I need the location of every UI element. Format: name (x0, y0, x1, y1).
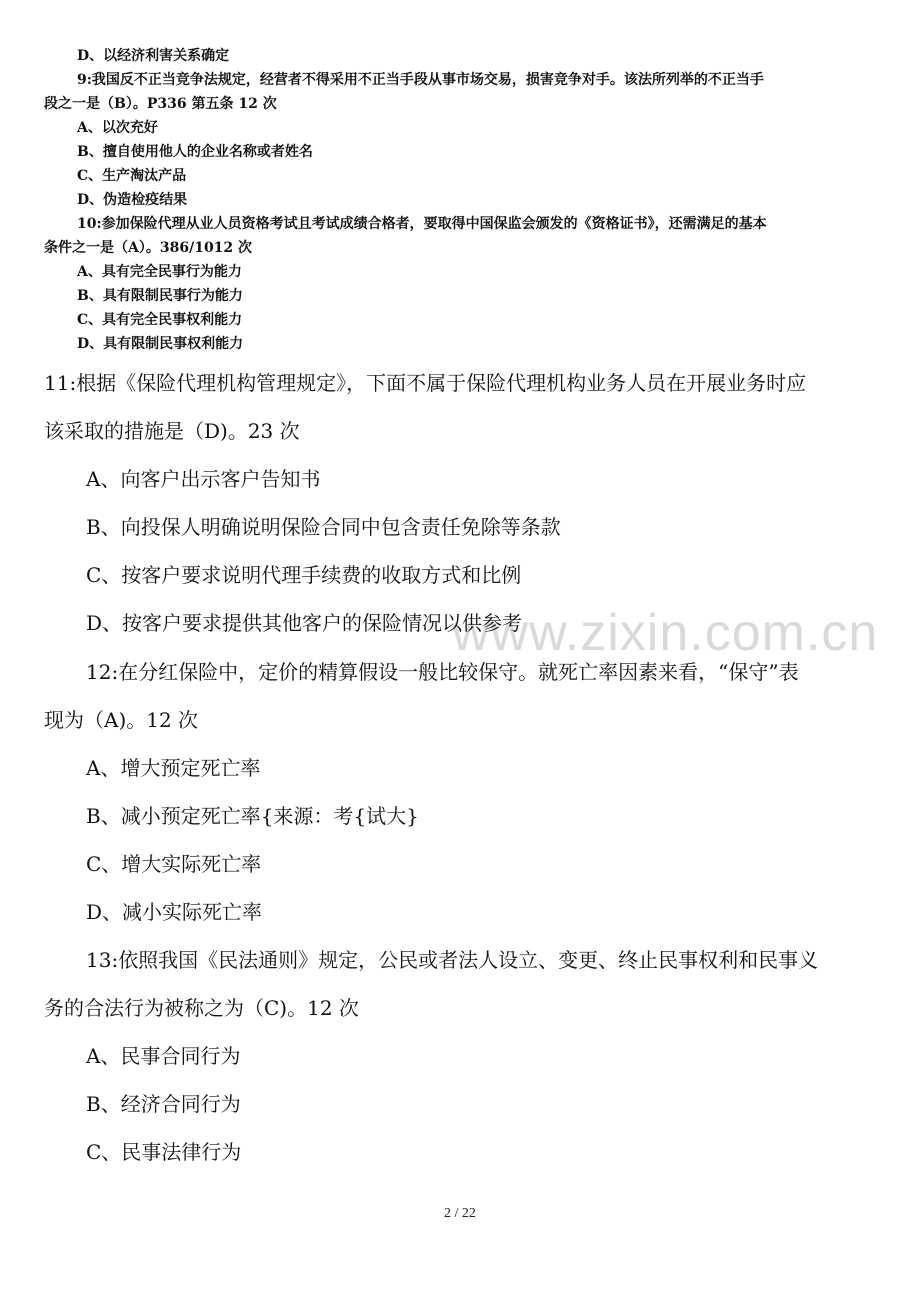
q12-stem-line2: 现为（A)。12 次 (44, 708, 199, 732)
q12-stem-line1: 12:在分红保险中，定价的精算假设一般比较保守。就死亡率因素来看，“保守”表 (86, 660, 799, 684)
q9-stem-line2: 段之一是（B）。P336 第五条 12 次 (44, 96, 277, 112)
q9-option-b: B、擅自使用他人的企业名称或者姓名 (77, 144, 313, 160)
q12-option-c: C、增大实际死亡率 (86, 852, 262, 876)
q9-option-a: A、以次充好 (77, 120, 158, 136)
q10-option-b: B、具有限制民事行为能力 (77, 288, 243, 304)
q12-option-a: A、增大预定死亡率 (86, 756, 261, 780)
q9-option-d: D、伪造检疫结果 (77, 192, 188, 208)
q11-stem-line1: 11:根据《保险代理机构管理规定》，下面不属于保险代理机构业务人员在开展业务时应 (44, 371, 807, 395)
q13-stem-line1: 13:依照我国《民法通则》规定，公民或者法人设立、变更、终止民事权利和民事义 (86, 948, 819, 972)
q11-option-d: D、按客户要求提供其他客户的保险情况以供参考 (86, 611, 523, 635)
q10-stem-line2: 条件之一是（A）。386/1012 次 (44, 240, 253, 256)
q11-option-b: B、向投保人明确说明保险合同中包含责任免除等条款 (86, 515, 561, 539)
q12-option-b: B、减小预定死亡率{来源：考{试大} (86, 804, 419, 828)
q10-stem-line1: 10:参加保险代理从业人员资格考试且考试成绩合格者，要取得中国保监会颁发的《资格证书》，还需满足的基本 (77, 216, 767, 232)
q13-option-b: B、经济合同行为 (86, 1092, 241, 1116)
q10-option-c: C、具有完全民事权利能力 (77, 312, 243, 328)
q12-option-d: D、减小实际死亡率 (86, 900, 263, 924)
q13-option-a: A、民事合同行为 (86, 1044, 241, 1068)
q9-stem-line1: 9:我国反不正当竞争法规定，经营者不得采用不正当手段从事市场交易，损害竞争对手。该法所列举的不正当手 (77, 72, 764, 88)
page-number: 2 / 22 (444, 1206, 476, 1221)
q10-option-a: A、具有完全民事行为能力 (77, 264, 242, 280)
q11-option-c: C、按客户要求说明代理手续费的收取方式和比例 (86, 563, 522, 587)
q10-option-d: D、具有限制民事权利能力 (77, 336, 244, 352)
q8-option-d: D、以经济利害关系确定 (77, 48, 230, 64)
q11-option-a: A、向客户出示客户告知书 (86, 467, 321, 491)
watermark-text: www.zixin.com.cn (452, 604, 879, 662)
q11-stem-line2: 该采取的措施是（D)。23 次 (44, 419, 300, 443)
q13-stem-line2: 务的合法行为被称之为（C)。12 次 (44, 996, 359, 1020)
q13-option-c: C、民事法律行为 (86, 1140, 242, 1164)
q9-option-c: C、生产淘汰产品 (77, 168, 187, 184)
